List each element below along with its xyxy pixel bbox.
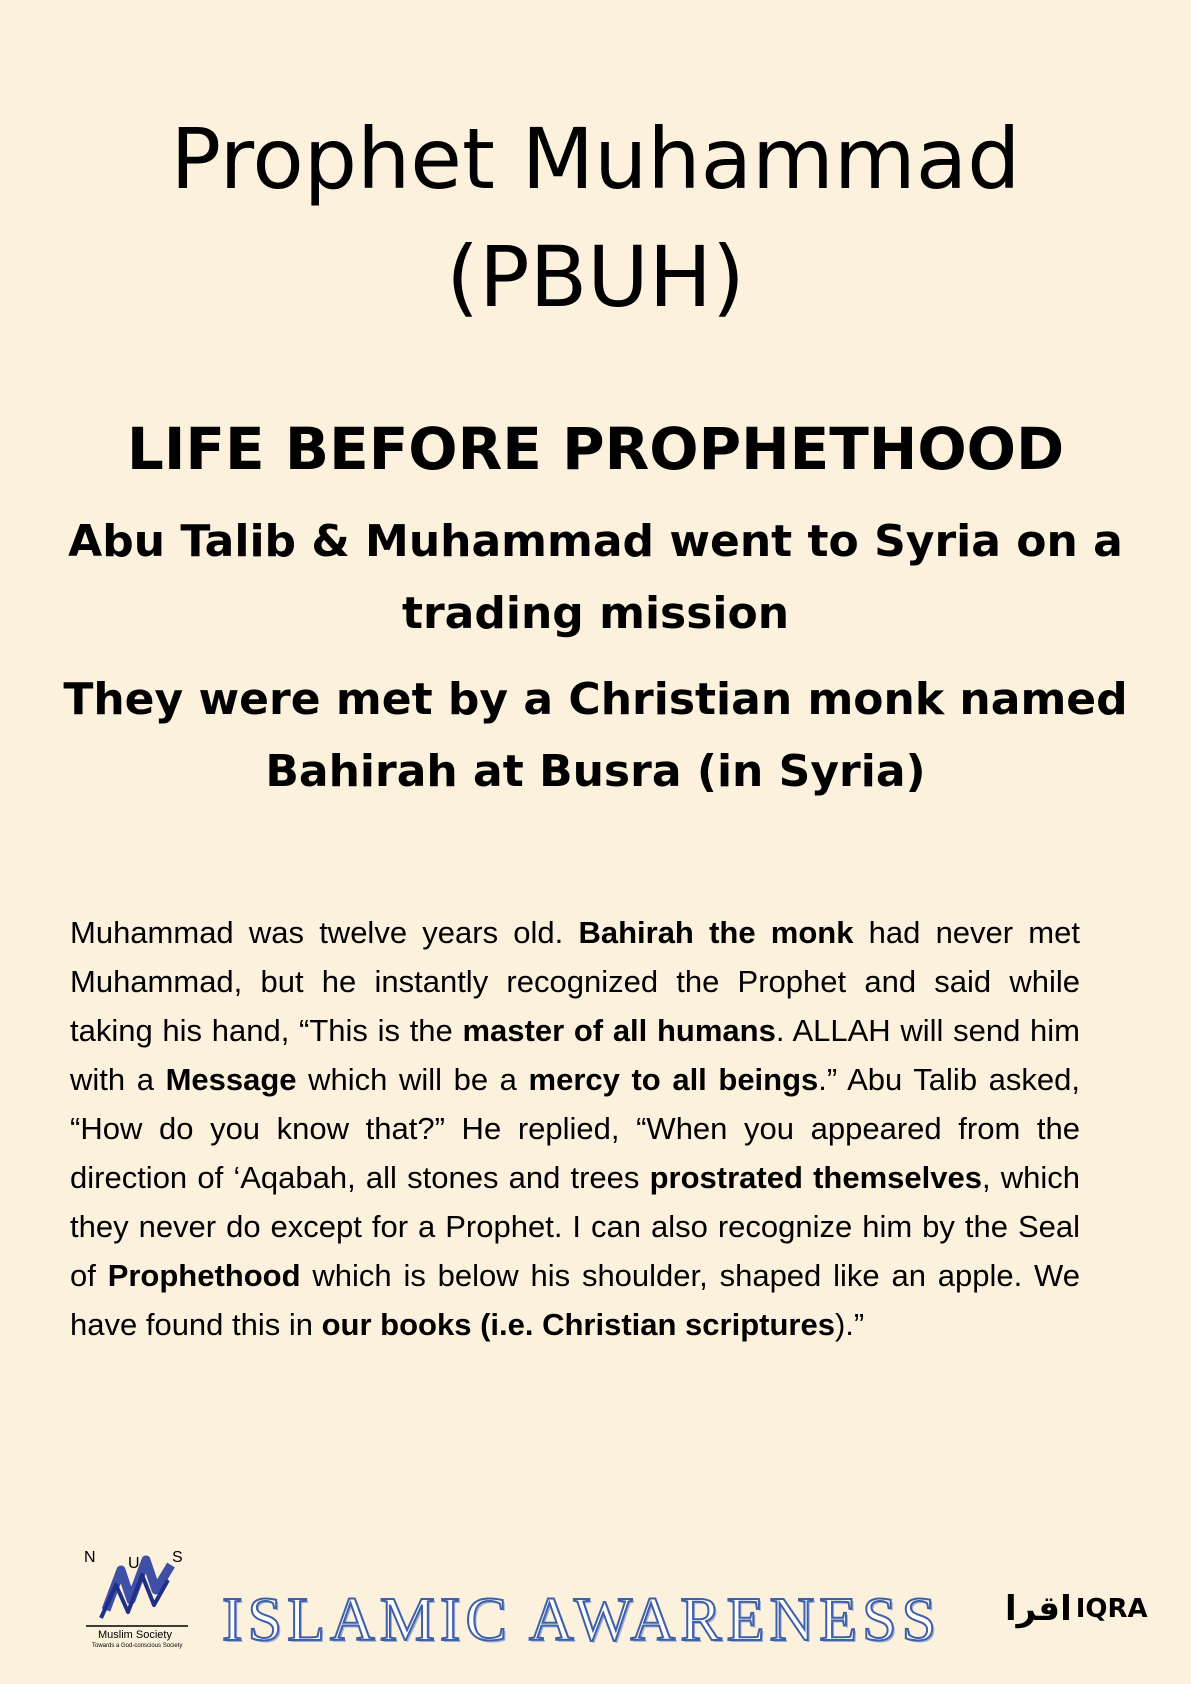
body-bold-span: our books (i.e. Christian scriptures bbox=[321, 1307, 835, 1342]
nus-muslim-society-logo bbox=[76, 1530, 196, 1650]
nus-logo-name: Muslim Society bbox=[98, 1629, 172, 1641]
nus-letter-s: S bbox=[172, 1549, 183, 1566]
iqra-latin-text: IQRA bbox=[1075, 1594, 1148, 1624]
nus-logo-tagline: Towards a God-conscious Society bbox=[92, 1643, 183, 1649]
body-bold-span: Bahirah the monk bbox=[578, 915, 854, 950]
islamic-awareness-banner: ISLAMIC AWARENESS bbox=[222, 1586, 942, 1654]
body-bold-span: Prophethood bbox=[107, 1258, 301, 1293]
nus-letter-u: U bbox=[128, 1555, 140, 1572]
body-text-span: .” Abu Talib asked, “How do you know that?” He replied, “When you appeared from the direction of ‘Aqabah, all stones and trees bbox=[70, 1062, 1080, 1195]
subheading-2: They were met by a Christian monk named Bahirah at Busra (in Syria) bbox=[63, 674, 1128, 797]
iqra-arabic-text: اقرا bbox=[1005, 1589, 1072, 1629]
iqra-logo bbox=[1005, 1585, 1148, 1633]
body-text-span: Muhammad was twelve years old. bbox=[70, 915, 579, 950]
body-text-span: ).” bbox=[834, 1307, 865, 1342]
body-text-span: which is below his shoulder, shaped like an apple. We have found this in bbox=[70, 1258, 1080, 1342]
body-text-span: had never met Muhammad, but he instantly recognized the Prophet and said while taking his hand, “This is the bbox=[70, 915, 1080, 1048]
title-line-1: Prophet Muhammad bbox=[170, 110, 1021, 208]
page-title bbox=[0, 100, 1191, 336]
body-bold-span: mercy to all beings bbox=[528, 1062, 819, 1097]
body-bold-span: master of all humans bbox=[462, 1013, 776, 1048]
body-text-span: . ALLAH will send him with a bbox=[70, 1013, 1080, 1097]
body-text-span: , which they never do except for a Prophet. I can also recognize him by the Seal of bbox=[70, 1160, 1080, 1293]
nus-letter-n: N bbox=[84, 1549, 96, 1566]
body-paragraph bbox=[70, 908, 1080, 1349]
title-line-2: (PBUH) bbox=[446, 228, 745, 326]
nus-logo-icon bbox=[76, 1530, 196, 1650]
body-text-span: which will be a bbox=[296, 1062, 529, 1097]
body-bold-span: Message bbox=[165, 1062, 297, 1097]
body-bold-span: prostrated themselves bbox=[649, 1160, 982, 1195]
section-heading: LIFE BEFORE PROPHETHOOD bbox=[126, 415, 1065, 483]
subheading-1: Abu Talib & Muhammad went to Syria on a trading mission bbox=[68, 516, 1123, 639]
